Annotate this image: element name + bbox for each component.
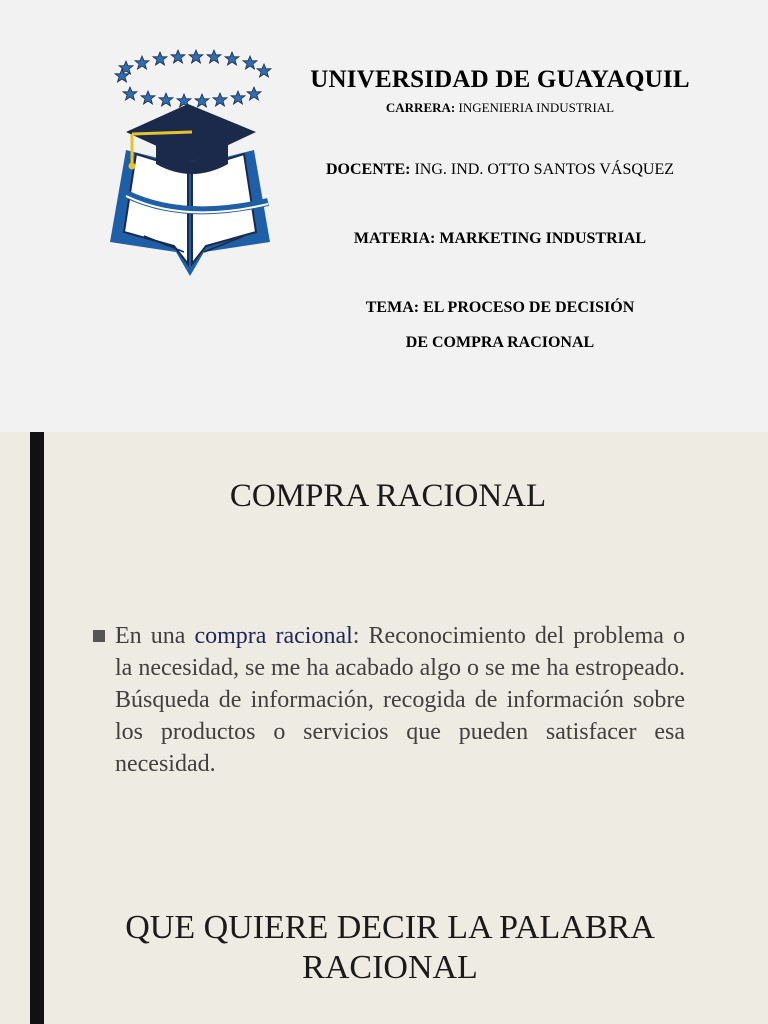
docente-label: DOCENTE:: [325, 161, 411, 178]
docente-value: ING. IND. OTTO SANTOS VÁSQUEZ: [414, 161, 674, 178]
carrera-value: INGENIERIA INDUSTRIAL: [458, 100, 615, 115]
topic-line-2: DE COMPRA RACIONAL: [405, 334, 595, 351]
topic-line-1: TEMA: EL PROCESO DE DECISIÓN: [365, 299, 635, 316]
university-name: UNIVERSIDAD DE GUAYAQUIL: [310, 66, 690, 93]
highlight-text: compra racional: [194, 623, 353, 649]
question-slide: [0, 864, 768, 1024]
bullet-text: [115, 620, 685, 780]
title-line-2: RACIONAL: [302, 949, 478, 986]
university-crest-icon: [104, 46, 276, 282]
content-slide: [0, 432, 768, 864]
square-bullet-icon: [93, 630, 105, 642]
title-line-1: QUE QUIERE DECIR LA PALABRA: [125, 909, 655, 946]
career-line: [270, 100, 730, 116]
bullet-rest: : Reconocimiento del problema o la necesidad, se me ha acabado algo o se me ha estropeado. Búsqueda de información, recogida de información sobre los productos o servicios que pueden satisfacer esa necesidad.: [115, 623, 686, 777]
bullet-intro: En una: [115, 623, 195, 649]
slide-title: COMPRA RACIONAL: [229, 478, 547, 514]
teacher-line: [270, 161, 730, 179]
cover-slide: [0, 0, 768, 432]
subject-line: MATERIA: MARKETING INDUSTRIAL: [353, 230, 647, 247]
slide-title: [0, 908, 768, 988]
carrera-label: CARRERA:: [385, 100, 456, 115]
